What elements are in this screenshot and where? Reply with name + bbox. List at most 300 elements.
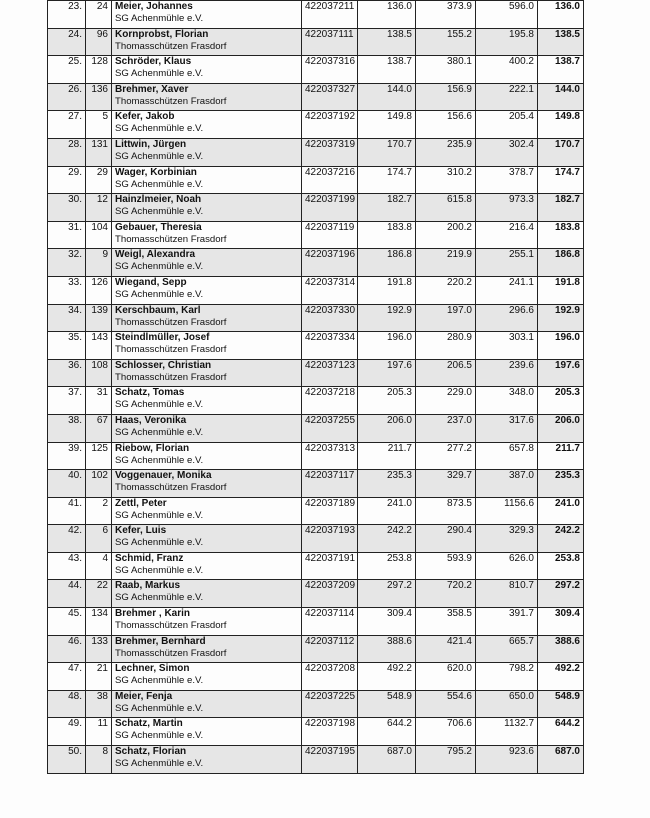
result-3-cell: 302.4 [476, 138, 538, 166]
best-result-cell: 196.0 [538, 332, 584, 360]
start-number-cell: 125 [86, 442, 112, 470]
club-name: Thomasschützen Frasdorf [115, 371, 227, 383]
best-result-cell: 235.3 [538, 470, 584, 498]
club-name: Thomasschützen Frasdorf [115, 647, 227, 659]
result-3-cell: 239.6 [476, 359, 538, 387]
id-cell: 422037114 [302, 608, 358, 636]
start-number-cell: 38 [86, 690, 112, 718]
place-cell: 34. [48, 304, 86, 332]
table-row [48, 497, 584, 525]
result-1-cell: 138.7 [358, 56, 416, 84]
result-1-cell: 206.0 [358, 414, 416, 442]
name-cell [112, 525, 302, 553]
club-name: SG Achenmühle e.V. [115, 288, 204, 300]
result-2-cell: 280.9 [416, 332, 476, 360]
table-row [48, 718, 584, 746]
best-result-cell: 253.8 [538, 552, 584, 580]
result-3-cell: 348.0 [476, 387, 538, 415]
start-number-cell: 104 [86, 221, 112, 249]
name-cell [112, 221, 302, 249]
table-row [48, 746, 584, 774]
best-result-cell: 241.0 [538, 497, 584, 525]
id-cell: 422037191 [302, 552, 358, 580]
club-name: SG Achenmühle e.V. [115, 426, 204, 438]
best-result-cell: 136.0 [538, 1, 584, 29]
table-row [48, 635, 584, 663]
club-name: Thomasschützen Frasdorf [115, 40, 227, 52]
table-row [48, 1, 584, 29]
best-result-cell: 687.0 [538, 746, 584, 774]
club-name: SG Achenmühle e.V. [115, 564, 204, 576]
result-3-cell: 329.3 [476, 525, 538, 553]
start-number-cell: 12 [86, 194, 112, 222]
result-1-cell: 687.0 [358, 746, 416, 774]
athlete-name: Schatz, Tomas [115, 387, 185, 399]
place-cell: 41. [48, 497, 86, 525]
result-2-cell: 156.6 [416, 111, 476, 139]
result-2-cell: 720.2 [416, 580, 476, 608]
start-number-cell: 9 [86, 249, 112, 277]
athlete-name: Kornprobst, Florian [115, 28, 209, 40]
result-3-cell: 378.7 [476, 166, 538, 194]
name-cell [112, 28, 302, 56]
result-1-cell: 297.2 [358, 580, 416, 608]
result-2-cell: 206.5 [416, 359, 476, 387]
table-row [48, 690, 584, 718]
name-cell [112, 387, 302, 415]
athlete-name: Voggenauer, Monika [115, 470, 212, 482]
club-name: Thomasschützen Frasdorf [115, 95, 227, 107]
id-cell: 422037209 [302, 580, 358, 608]
athlete-name: Schatz, Martin [115, 718, 183, 730]
athlete-name: Zettl, Peter [115, 497, 167, 509]
best-result-cell: 211.7 [538, 442, 584, 470]
start-number-cell: 4 [86, 552, 112, 580]
club-name: SG Achenmühle e.V. [115, 261, 204, 273]
result-2-cell: 290.4 [416, 525, 476, 553]
best-result-cell: 192.9 [538, 304, 584, 332]
id-cell: 422037334 [302, 332, 358, 360]
id-cell: 422037314 [302, 276, 358, 304]
table-row [48, 663, 584, 691]
place-cell: 31. [48, 221, 86, 249]
name-cell [112, 552, 302, 580]
result-1-cell: 192.9 [358, 304, 416, 332]
result-2-cell: 197.0 [416, 304, 476, 332]
start-number-cell: 139 [86, 304, 112, 332]
result-3-cell: 216.4 [476, 221, 538, 249]
id-cell: 422037119 [302, 221, 358, 249]
result-2-cell: 380.1 [416, 56, 476, 84]
table-row [48, 56, 584, 84]
result-1-cell: 492.2 [358, 663, 416, 691]
best-result-cell: 170.7 [538, 138, 584, 166]
best-result-cell: 548.9 [538, 690, 584, 718]
best-result-cell: 206.0 [538, 414, 584, 442]
result-2-cell: 237.0 [416, 414, 476, 442]
result-1-cell: 644.2 [358, 718, 416, 746]
place-cell: 46. [48, 635, 86, 663]
club-name: SG Achenmühle e.V. [115, 758, 204, 770]
result-3-cell: 255.1 [476, 249, 538, 277]
result-2-cell: 229.0 [416, 387, 476, 415]
result-2-cell: 593.9 [416, 552, 476, 580]
result-3-cell: 810.7 [476, 580, 538, 608]
id-cell: 422037198 [302, 718, 358, 746]
name-cell [112, 83, 302, 111]
result-2-cell: 235.9 [416, 138, 476, 166]
best-result-cell: 183.8 [538, 221, 584, 249]
club-name: SG Achenmühle e.V. [115, 399, 204, 411]
club-name: SG Achenmühle e.V. [115, 730, 204, 742]
best-result-cell: 186.8 [538, 249, 584, 277]
place-cell: 28. [48, 138, 86, 166]
start-number-cell: 21 [86, 663, 112, 691]
athlete-name: Gebauer, Theresia [115, 221, 202, 233]
best-result-cell: 174.7 [538, 166, 584, 194]
id-cell: 422037316 [302, 56, 358, 84]
result-1-cell: 211.7 [358, 442, 416, 470]
id-cell: 422037196 [302, 249, 358, 277]
name-cell [112, 718, 302, 746]
id-cell: 422037192 [302, 111, 358, 139]
place-cell: 37. [48, 387, 86, 415]
name-cell [112, 359, 302, 387]
result-1-cell: 170.7 [358, 138, 416, 166]
place-cell: 43. [48, 552, 86, 580]
results-table [47, 0, 584, 774]
name-cell [112, 580, 302, 608]
result-3-cell: 296.6 [476, 304, 538, 332]
athlete-name: Raab, Markus [115, 580, 181, 592]
best-result-cell: 138.7 [538, 56, 584, 84]
place-cell: 24. [48, 28, 86, 56]
place-cell: 29. [48, 166, 86, 194]
result-2-cell: 554.6 [416, 690, 476, 718]
table-row [48, 276, 584, 304]
athlete-name: Brehmer, Bernhard [115, 635, 206, 647]
result-2-cell: 620.0 [416, 663, 476, 691]
result-1-cell: 309.4 [358, 608, 416, 636]
result-3-cell: 1132.7 [476, 718, 538, 746]
best-result-cell: 144.0 [538, 83, 584, 111]
result-3-cell: 303.1 [476, 332, 538, 360]
place-cell: 36. [48, 359, 86, 387]
club-name: SG Achenmühle e.V. [115, 206, 204, 218]
result-3-cell: 596.0 [476, 1, 538, 29]
result-3-cell: 650.0 [476, 690, 538, 718]
best-result-cell: 138.5 [538, 28, 584, 56]
name-cell [112, 635, 302, 663]
result-3-cell: 657.8 [476, 442, 538, 470]
table-row [48, 111, 584, 139]
athlete-name: Brehmer , Karin [115, 608, 191, 620]
result-1-cell: 241.0 [358, 497, 416, 525]
table-row [48, 28, 584, 56]
place-cell: 30. [48, 194, 86, 222]
result-1-cell: 253.8 [358, 552, 416, 580]
place-cell: 23. [48, 1, 86, 29]
table-row [48, 387, 584, 415]
table-row [48, 608, 584, 636]
result-3-cell: 241.1 [476, 276, 538, 304]
name-cell [112, 442, 302, 470]
result-2-cell: 706.6 [416, 718, 476, 746]
best-result-cell: 388.6 [538, 635, 584, 663]
table-row [48, 194, 584, 222]
club-name: Thomasschützen Frasdorf [115, 316, 227, 328]
club-name: SG Achenmühle e.V. [115, 454, 204, 466]
start-number-cell: 22 [86, 580, 112, 608]
place-cell: 50. [48, 746, 86, 774]
name-cell [112, 663, 302, 691]
result-2-cell: 156.9 [416, 83, 476, 111]
athlete-name: Haas, Veronika [115, 414, 187, 426]
start-number-cell: 31 [86, 387, 112, 415]
result-2-cell: 219.9 [416, 249, 476, 277]
club-name: SG Achenmühle e.V. [115, 13, 204, 24]
result-2-cell: 155.2 [416, 28, 476, 56]
result-2-cell: 329.7 [416, 470, 476, 498]
result-2-cell: 220.2 [416, 276, 476, 304]
result-1-cell: 197.6 [358, 359, 416, 387]
result-1-cell: 242.2 [358, 525, 416, 553]
best-result-cell: 182.7 [538, 194, 584, 222]
start-number-cell: 126 [86, 276, 112, 304]
result-3-cell: 222.1 [476, 83, 538, 111]
table-row [48, 525, 584, 553]
best-result-cell: 191.8 [538, 276, 584, 304]
club-name: Thomasschützen Frasdorf [115, 482, 227, 494]
athlete-name: Meier, Fenja [115, 690, 173, 702]
name-cell [112, 276, 302, 304]
result-1-cell: 174.7 [358, 166, 416, 194]
place-cell: 44. [48, 580, 86, 608]
table-row [48, 470, 584, 498]
id-cell: 422037211 [302, 1, 358, 29]
result-2-cell: 795.2 [416, 746, 476, 774]
club-name: SG Achenmühle e.V. [115, 592, 204, 604]
name-cell [112, 332, 302, 360]
result-3-cell: 798.2 [476, 663, 538, 691]
result-1-cell: 182.7 [358, 194, 416, 222]
place-cell: 27. [48, 111, 86, 139]
athlete-name: Wiegand, Sepp [115, 276, 187, 288]
place-cell: 38. [48, 414, 86, 442]
athlete-name: Kefer, Jakob [115, 111, 175, 123]
result-2-cell: 615.8 [416, 194, 476, 222]
place-cell: 39. [48, 442, 86, 470]
start-number-cell: 11 [86, 718, 112, 746]
result-1-cell: 388.6 [358, 635, 416, 663]
id-cell: 422037112 [302, 635, 358, 663]
athlete-name: Hainzlmeier, Noah [115, 194, 202, 206]
best-result-cell: 297.2 [538, 580, 584, 608]
result-1-cell: 235.3 [358, 470, 416, 498]
best-result-cell: 149.8 [538, 111, 584, 139]
name-cell [112, 111, 302, 139]
place-cell: 33. [48, 276, 86, 304]
place-cell: 45. [48, 608, 86, 636]
result-1-cell: 136.0 [358, 1, 416, 29]
table-row [48, 580, 584, 608]
club-name: SG Achenmühle e.V. [115, 123, 204, 135]
result-2-cell: 310.2 [416, 166, 476, 194]
result-3-cell: 400.2 [476, 56, 538, 84]
name-cell [112, 1, 302, 29]
result-3-cell: 973.3 [476, 194, 538, 222]
club-name: Thomasschützen Frasdorf [115, 233, 227, 245]
id-cell: 422037225 [302, 690, 358, 718]
id-cell: 422037313 [302, 442, 358, 470]
club-name: Thomasschützen Frasdorf [115, 620, 227, 632]
name-cell [112, 56, 302, 84]
best-result-cell: 205.3 [538, 387, 584, 415]
name-cell [112, 138, 302, 166]
result-1-cell: 205.3 [358, 387, 416, 415]
athlete-name: Schröder, Klaus [115, 56, 192, 68]
table-row [48, 138, 584, 166]
id-cell: 422037189 [302, 497, 358, 525]
athlete-name: Steindlmüller, Josef [115, 332, 210, 344]
result-1-cell: 149.8 [358, 111, 416, 139]
result-3-cell: 205.4 [476, 111, 538, 139]
table-row [48, 442, 584, 470]
place-cell: 25. [48, 56, 86, 84]
athlete-name: Lechner, Simon [115, 663, 190, 675]
table-row [48, 359, 584, 387]
start-number-cell: 134 [86, 608, 112, 636]
result-3-cell: 195.8 [476, 28, 538, 56]
id-cell: 422037255 [302, 414, 358, 442]
athlete-name: Kefer, Luis [115, 525, 167, 537]
result-2-cell: 421.4 [416, 635, 476, 663]
name-cell [112, 304, 302, 332]
best-result-cell: 644.2 [538, 718, 584, 746]
start-number-cell: 136 [86, 83, 112, 111]
best-result-cell: 242.2 [538, 525, 584, 553]
place-cell: 49. [48, 718, 86, 746]
athlete-name: Littwin, Jürgen [115, 138, 187, 150]
start-number-cell: 143 [86, 332, 112, 360]
result-1-cell: 191.8 [358, 276, 416, 304]
start-number-cell: 102 [86, 470, 112, 498]
place-cell: 26. [48, 83, 86, 111]
start-number-cell: 96 [86, 28, 112, 56]
place-cell: 47. [48, 663, 86, 691]
name-cell [112, 690, 302, 718]
best-result-cell: 309.4 [538, 608, 584, 636]
result-2-cell: 358.5 [416, 608, 476, 636]
id-cell: 422037218 [302, 387, 358, 415]
club-name: SG Achenmühle e.V. [115, 509, 204, 521]
name-cell [112, 194, 302, 222]
result-3-cell: 391.7 [476, 608, 538, 636]
athlete-name: Kerschbaum, Karl [115, 304, 201, 316]
result-3-cell: 387.0 [476, 470, 538, 498]
name-cell [112, 608, 302, 636]
name-cell [112, 414, 302, 442]
club-name: SG Achenmühle e.V. [115, 68, 204, 80]
id-cell: 422037123 [302, 359, 358, 387]
table-row [48, 221, 584, 249]
athlete-name: Schlosser, Christian [115, 359, 212, 371]
start-number-cell: 133 [86, 635, 112, 663]
results-body [48, 1, 584, 774]
place-cell: 35. [48, 332, 86, 360]
result-1-cell: 196.0 [358, 332, 416, 360]
id-cell: 422037199 [302, 194, 358, 222]
result-3-cell: 1156.6 [476, 497, 538, 525]
result-3-cell: 665.7 [476, 635, 538, 663]
id-cell: 422037111 [302, 28, 358, 56]
table-row [48, 166, 584, 194]
result-3-cell: 626.0 [476, 552, 538, 580]
start-number-cell: 29 [86, 166, 112, 194]
athlete-name: Schmid, Franz [115, 552, 184, 564]
club-name: Thomasschützen Frasdorf [115, 344, 227, 356]
athlete-name: Schatz, Florian [115, 746, 187, 758]
start-number-cell: 67 [86, 414, 112, 442]
start-number-cell: 6 [86, 525, 112, 553]
place-cell: 32. [48, 249, 86, 277]
table-row [48, 83, 584, 111]
result-1-cell: 183.8 [358, 221, 416, 249]
table-row [48, 552, 584, 580]
start-number-cell: 2 [86, 497, 112, 525]
club-name: SG Achenmühle e.V. [115, 537, 204, 549]
table-row [48, 414, 584, 442]
name-cell [112, 746, 302, 774]
result-1-cell: 144.0 [358, 83, 416, 111]
result-3-cell: 923.6 [476, 746, 538, 774]
table-row [48, 332, 584, 360]
result-2-cell: 373.9 [416, 1, 476, 29]
athlete-name: Brehmer, Xaver [115, 83, 189, 95]
athlete-name: Meier, Johannes [115, 1, 193, 12]
place-cell: 48. [48, 690, 86, 718]
table-row [48, 304, 584, 332]
athlete-name: Wager, Korbinian [115, 166, 197, 178]
start-number-cell: 108 [86, 359, 112, 387]
best-result-cell: 492.2 [538, 663, 584, 691]
id-cell: 422037193 [302, 525, 358, 553]
result-3-cell: 317.6 [476, 414, 538, 442]
start-number-cell: 131 [86, 138, 112, 166]
result-2-cell: 277.2 [416, 442, 476, 470]
athlete-name: Riebow, Florian [115, 442, 190, 454]
name-cell [112, 497, 302, 525]
start-number-cell: 24 [86, 1, 112, 29]
name-cell [112, 166, 302, 194]
id-cell: 422037319 [302, 138, 358, 166]
id-cell: 422037195 [302, 746, 358, 774]
id-cell: 422037330 [302, 304, 358, 332]
club-name: SG Achenmühle e.V. [115, 702, 204, 714]
result-1-cell: 548.9 [358, 690, 416, 718]
place-cell: 42. [48, 525, 86, 553]
club-name: SG Achenmühle e.V. [115, 675, 204, 687]
table-row [48, 249, 584, 277]
result-2-cell: 873.5 [416, 497, 476, 525]
start-number-cell: 8 [86, 746, 112, 774]
result-2-cell: 200.2 [416, 221, 476, 249]
club-name: SG Achenmühle e.V. [115, 150, 204, 162]
athlete-name: Weigl, Alexandra [115, 249, 196, 261]
result-1-cell: 186.8 [358, 249, 416, 277]
place-cell: 40. [48, 470, 86, 498]
name-cell [112, 249, 302, 277]
